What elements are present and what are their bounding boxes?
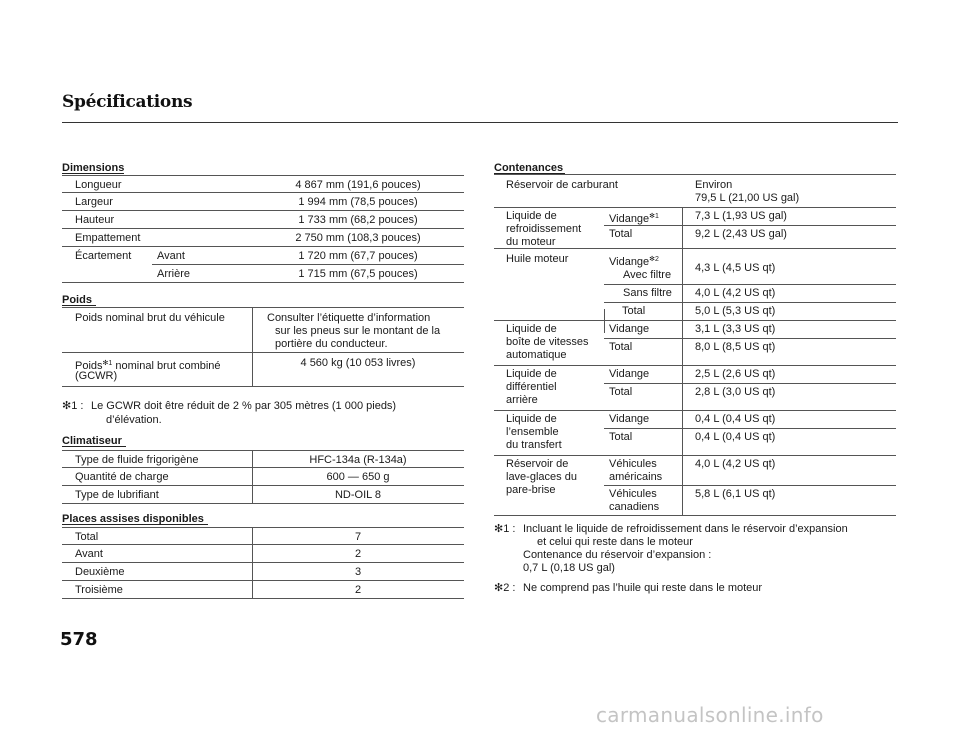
atf-change-label: Vidange	[609, 323, 650, 335]
ac-value: ND-OIL 8	[334, 489, 382, 501]
table-row	[62, 527, 464, 545]
table-row	[62, 450, 464, 468]
oil-with-filter-value: 4,3 L (4,5 US qt)	[695, 262, 776, 274]
track-rear-label: Arrière	[157, 268, 191, 280]
table-row	[62, 211, 464, 229]
ac-label: Type de fluide frigorigène	[75, 454, 199, 466]
oil-total-label: Total	[622, 305, 646, 317]
seating-label: Troisième	[75, 584, 123, 596]
washer-ca-label: Véhicules	[609, 488, 657, 500]
dimensions-heading: Dimensions	[62, 162, 125, 174]
transfer-label: Liquide de	[506, 413, 557, 425]
title-divider	[62, 122, 898, 123]
track-front-value: 1 720 mm (67,7 pouces)	[298, 250, 418, 262]
capacities-heading: Contenances	[494, 162, 564, 174]
seating-label: Total	[75, 531, 99, 543]
engine-oil-label: Huile moteur	[506, 253, 569, 265]
dimension-value: 4 867 mm (191,6 pouces)	[295, 179, 421, 191]
washer-label: pare-brise	[506, 484, 556, 496]
transfer-total-value: 0,4 L (0,4 US qt)	[695, 431, 776, 443]
atf-total-label: Total	[609, 341, 633, 353]
ac-table	[62, 450, 464, 504]
seating-label: Deuxième	[75, 566, 125, 578]
footnote-marker: ✻1 :	[62, 400, 84, 412]
washer-label: lave-glaces du	[506, 471, 577, 483]
dimension-label: Hauteur	[75, 214, 115, 226]
washer-ca-label: canadiens	[609, 501, 660, 513]
dimension-value: 1 733 mm (68,2 pouces)	[298, 214, 418, 226]
coolant-total-label: Total	[609, 228, 633, 240]
table-row	[62, 486, 464, 504]
atf-label: automatique	[506, 349, 567, 361]
dimension-value: 2 750 mm (108,3 pouces)	[295, 232, 421, 244]
weights-heading: Poids	[62, 294, 96, 306]
transfer-label: du transfert	[506, 439, 562, 451]
seating-value: 2	[354, 584, 362, 596]
washer-label: Réservoir de	[506, 458, 569, 470]
oil-without-filter-label: Sans filtre	[623, 287, 672, 299]
seating-table	[62, 527, 464, 599]
gcwr-value: 4 560 kg (10 053 livres)	[300, 357, 416, 369]
rear-diff-label: arrière	[506, 394, 538, 406]
track-front-label: Avant	[157, 250, 185, 262]
seating-heading: Places assises disponibles	[62, 513, 208, 525]
transfer-change-value: 0,4 L (0,4 US qt)	[695, 413, 776, 425]
coolant-change-value: 7,3 L (1,93 US gal)	[695, 210, 787, 222]
ac-value: 600 — 650 g	[326, 471, 390, 483]
table-row	[62, 175, 464, 193]
atf-label: Liquide de	[506, 323, 557, 335]
table-row	[62, 468, 464, 486]
atf-label: boîte de vitesses	[506, 336, 589, 348]
capacities-table	[494, 174, 896, 515]
footnote-text: Contenance du réservoir d’expansion :	[523, 549, 712, 561]
table-row	[62, 581, 464, 599]
footnote-marker: ✻2 :	[494, 582, 516, 594]
table-row	[62, 353, 464, 387]
footnote-text: 0,7 L (0,18 US gal)	[523, 562, 615, 574]
rear-diff-label: Liquide de	[506, 368, 557, 380]
fuel-tank-label: Réservoir de carburant	[506, 179, 618, 191]
washer-us-label: Véhicules	[609, 458, 657, 470]
weights-table	[62, 307, 464, 387]
washer-us-value: 4,0 L (4,2 US qt)	[695, 458, 776, 470]
gcwr-label: (GCWR)	[75, 370, 118, 382]
ac-heading: Climatiseur	[62, 435, 126, 447]
dimension-value: 1 994 mm (78,5 pouces)	[298, 196, 418, 208]
transfer-label: l’ensemble	[506, 426, 559, 438]
table-row	[62, 307, 464, 353]
oil-total-value: 5,0 L (5,3 US qt)	[695, 305, 776, 317]
transfer-total-label: Total	[609, 431, 633, 443]
rear-diff-change-label: Vidange	[609, 368, 650, 380]
fuel-tank-value: Environ	[695, 179, 733, 191]
seating-value: 7	[354, 531, 362, 543]
rear-diff-change-value: 2,5 L (2,6 US qt)	[695, 368, 776, 380]
footnote-text: Ne comprend pas l’huile qui reste dans le moteur	[523, 582, 763, 594]
ac-label: Type de lubrifiant	[75, 489, 159, 501]
gvwr-value: Consulter l’étiquette d’information	[267, 312, 431, 324]
track-rear-value: 1 715 mm (67,5 pouces)	[298, 268, 418, 280]
page-number: 578	[60, 629, 98, 650]
oil-change-label: Vidange$^{✻2}$	[609, 256, 659, 268]
atf-total-value: 8,0 L (8,5 US qt)	[695, 341, 776, 353]
gvwr-label: Poids nominal brut du véhicule	[75, 312, 225, 324]
fuel-tank-value: 79,5 L (21,00 US gal)	[695, 192, 800, 204]
transfer-change-label: Vidange	[609, 413, 650, 425]
dimension-label: Largeur	[75, 196, 113, 208]
table-row	[62, 247, 464, 283]
gcwr-label: Poids$^{✻1}$ nominal brut combiné	[75, 360, 221, 372]
dimensions-table	[62, 175, 464, 283]
rear-diff-total-value: 2,8 L (3,0 US qt)	[695, 386, 776, 398]
washer-us-label: américains	[609, 471, 663, 483]
table-row	[62, 193, 464, 211]
atf-change-value: 3,1 L (3,3 US qt)	[695, 323, 776, 335]
page-title: Spécifications	[62, 92, 193, 112]
track-label: Écartement	[75, 250, 132, 262]
dimension-label: Empattement	[75, 232, 141, 244]
coolant-label: Liquide de	[506, 210, 557, 222]
seating-label: Avant	[75, 548, 103, 560]
footnote-marker: ✻1 :	[494, 523, 516, 535]
coolant-label: du moteur	[506, 236, 556, 248]
footnote-text: Incluant le liquide de refroidissement dans le réservoir d’expansion	[523, 523, 848, 535]
footnote-text: et celui qui reste dans le moteur	[537, 536, 693, 548]
footnote-text: d’élévation.	[106, 414, 162, 426]
coolant-label: refroidissement	[506, 223, 582, 235]
oil-with-filter-label: Avec filtre	[623, 269, 672, 281]
ac-value: HFC-134a (R-134a)	[309, 454, 407, 466]
watermark: carmanualsonline.info	[596, 703, 824, 727]
rear-diff-label: différentiel	[506, 381, 557, 393]
footnote-text: Le GCWR doit être réduit de 2 % par 305 mètres (1 000 pieds)	[91, 400, 397, 412]
seating-value: 2	[354, 548, 362, 560]
oil-without-filter-value: 4,0 L (4,2 US qt)	[695, 287, 776, 299]
coolant-change-label: Vidange$^{✻1}$	[609, 213, 659, 225]
ac-label: Quantité de charge	[75, 471, 169, 483]
gvwr-value: portière du conducteur.	[275, 338, 388, 350]
rear-diff-total-label: Total	[609, 386, 633, 398]
table-row	[62, 229, 464, 247]
table-row	[62, 563, 464, 581]
gvwr-value: sur les pneus sur le montant de la	[275, 325, 441, 337]
washer-ca-value: 5,8 L (6,1 US qt)	[695, 488, 776, 500]
table-row	[62, 545, 464, 563]
coolant-total-value: 9,2 L (2,43 US gal)	[695, 228, 787, 240]
seating-value: 3	[354, 566, 362, 578]
dimension-label: Longueur	[75, 179, 122, 191]
